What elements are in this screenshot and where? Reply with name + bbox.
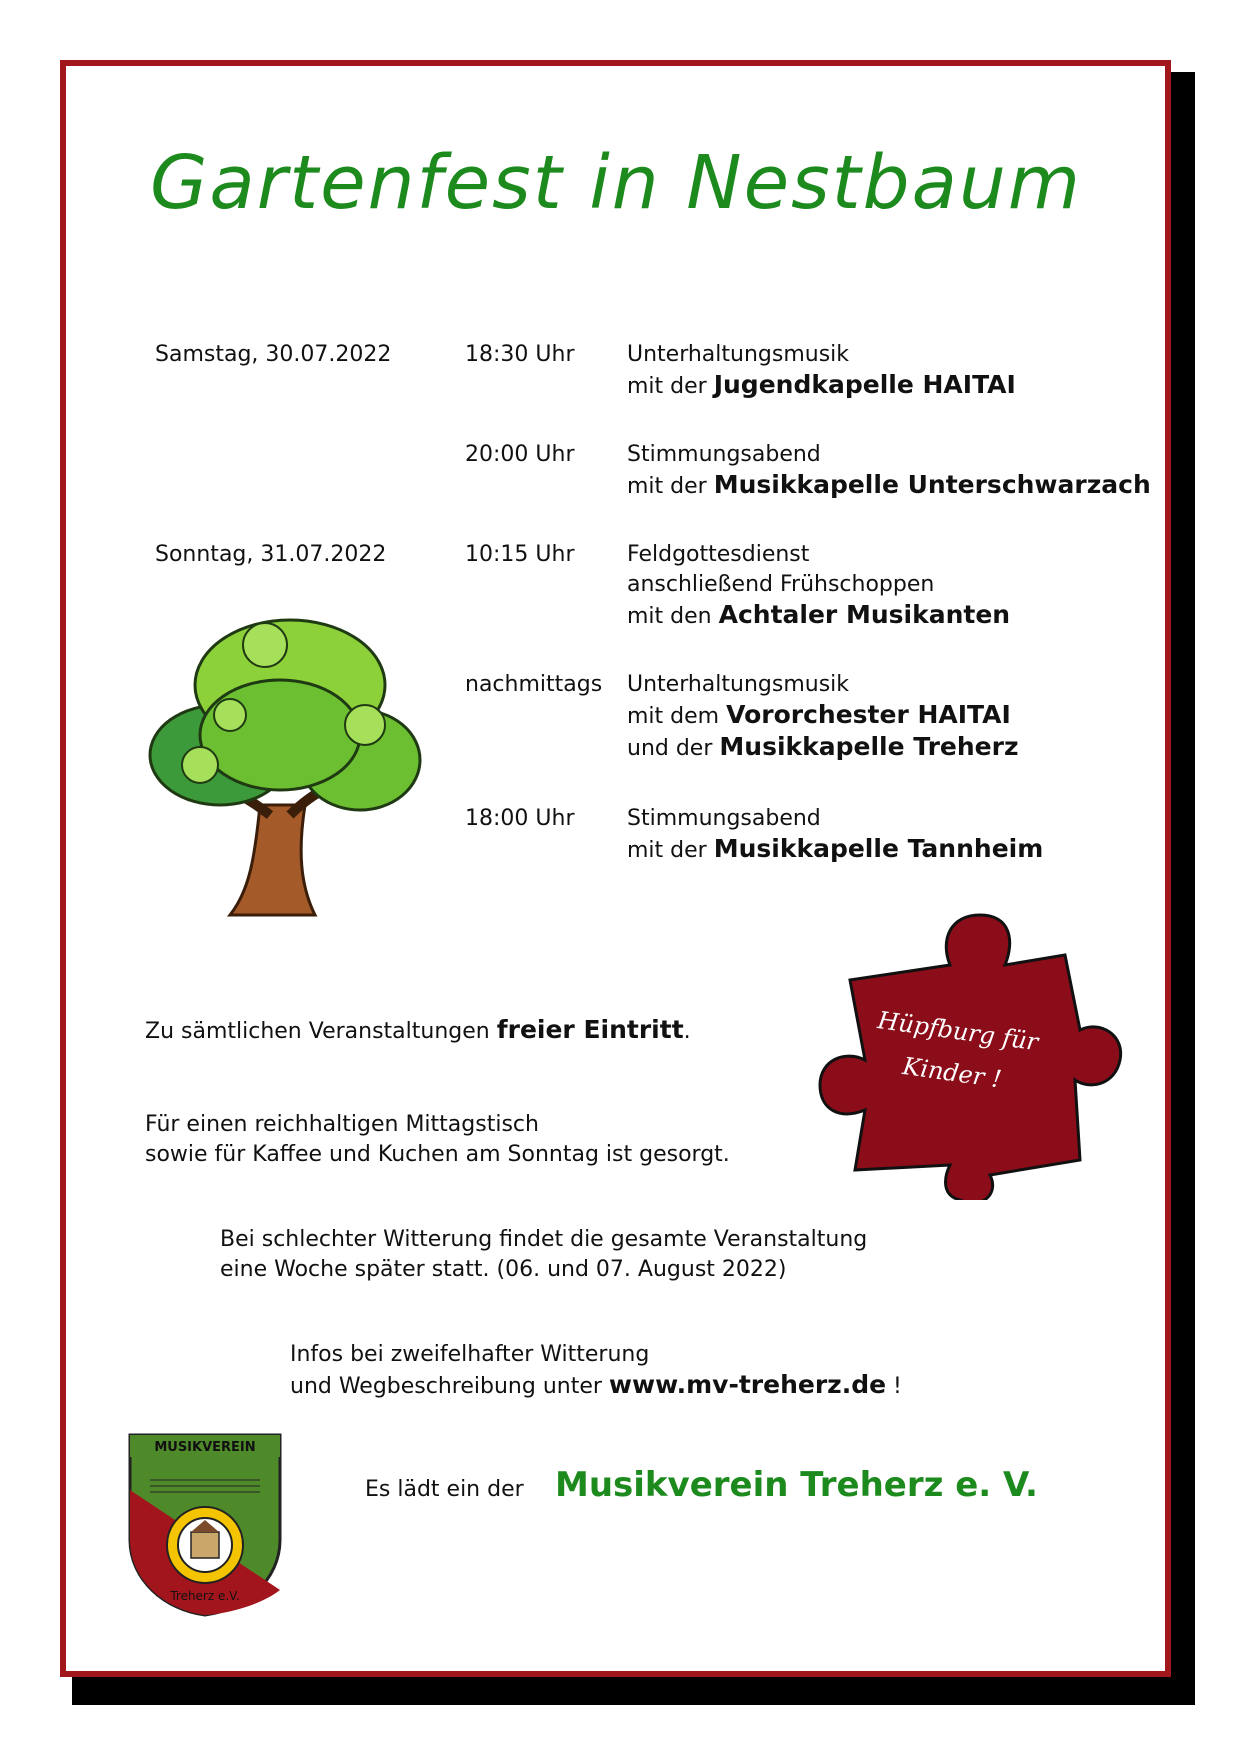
schedule-line: anschließend Frühschoppen bbox=[627, 572, 935, 597]
schedule-prefix: mit dem bbox=[627, 704, 727, 729]
puzzle-line: Hüpfburg für bbox=[875, 1006, 1040, 1057]
schedule-line bbox=[627, 600, 1010, 632]
poster-title: Gartenfest in Nestbaum bbox=[150, 140, 1082, 226]
food-line: sowie für Kaffee und Kuchen am Sonntag ist gesorgt. bbox=[145, 1142, 730, 1167]
schedule-prefix: mit den bbox=[627, 604, 719, 629]
schedule-description bbox=[627, 440, 1151, 502]
schedule-time: 10:15 Uhr bbox=[465, 542, 575, 567]
schedule-time: 18:00 Uhr bbox=[465, 806, 575, 831]
schedule-description bbox=[627, 804, 1043, 866]
schedule-description bbox=[627, 540, 1010, 632]
puzzle-line: Kinder ! bbox=[900, 1052, 1004, 1094]
info-text bbox=[290, 1340, 902, 1402]
info-line bbox=[290, 1370, 902, 1402]
band-name: Vororchester HAITAI bbox=[726, 700, 1011, 729]
schedule-line: Unterhaltungsmusik bbox=[627, 672, 850, 697]
schedule-prefix: mit der bbox=[627, 474, 714, 499]
invite-prefix: Es lädt ein der bbox=[365, 1477, 524, 1502]
schedule-prefix: mit der bbox=[627, 838, 714, 863]
schedule-line bbox=[627, 370, 1016, 402]
schedule-date: Sonntag, 31.07.2022 bbox=[155, 542, 387, 567]
info-prefix: und Wegbeschreibung unter bbox=[290, 1374, 609, 1399]
schedule-line bbox=[627, 732, 1019, 764]
schedule-line: Stimmungsabend bbox=[627, 806, 821, 831]
schedule-line bbox=[627, 470, 1151, 502]
schedule-line bbox=[627, 834, 1043, 866]
schedule-date: Samstag, 30.07.2022 bbox=[155, 342, 392, 367]
schedule-line: Feldgottesdienst bbox=[627, 542, 810, 567]
inviter-name: Musikverein Treherz e. V. bbox=[555, 1465, 1038, 1505]
band-name: Musikkapelle Tannheim bbox=[713, 834, 1044, 863]
food-text bbox=[145, 1110, 730, 1170]
logo-top-text: MUSIKVEREIN bbox=[154, 1440, 256, 1455]
schedule-prefix: und der bbox=[627, 736, 720, 761]
info-line: Infos bei zweifelhafter Witterung bbox=[290, 1342, 650, 1367]
band-name: Musikkapelle Treherz bbox=[719, 732, 1019, 761]
schedule-time: 20:00 Uhr bbox=[465, 442, 575, 467]
band-name: Achtaler Musikanten bbox=[718, 600, 1011, 629]
food-line: Für einen reichhaltigen Mittagstisch bbox=[145, 1112, 539, 1137]
website-link[interactable]: www.mv-treherz.de bbox=[608, 1370, 887, 1399]
tree-icon bbox=[140, 615, 430, 935]
puzzle-badge bbox=[780, 910, 1130, 1200]
logo-bottom-text: Treherz e.V. bbox=[170, 1589, 240, 1603]
free-entry-text bbox=[145, 1015, 691, 1047]
schedule-description bbox=[627, 670, 1019, 764]
schedule-line: Stimmungsabend bbox=[627, 442, 821, 467]
band-name: Musikkapelle Unterschwarzach bbox=[713, 470, 1151, 499]
band-name: Jugendkapelle HAITAI bbox=[713, 370, 1016, 399]
info-suffix: ! bbox=[886, 1374, 902, 1399]
free-entry-prefix: Zu sämtlichen Veranstaltungen bbox=[145, 1019, 497, 1044]
musikverein-logo bbox=[125, 1430, 285, 1620]
schedule-prefix: mit der bbox=[627, 374, 714, 399]
schedule-time: nachmittags bbox=[465, 672, 603, 697]
weather-text bbox=[220, 1225, 867, 1285]
free-entry-bold: freier Eintritt bbox=[496, 1015, 684, 1044]
weather-line: Bei schlechter Witterung findet die gesamte Veranstaltung bbox=[220, 1227, 868, 1252]
schedule-line: Unterhaltungsmusik bbox=[627, 342, 850, 367]
schedule-line bbox=[627, 700, 1019, 732]
schedule-time: 18:30 Uhr bbox=[465, 342, 575, 367]
free-entry-suffix: . bbox=[683, 1019, 691, 1044]
schedule-description bbox=[627, 340, 1016, 402]
weather-line: eine Woche später statt. (06. und 07. August 2022) bbox=[220, 1257, 787, 1282]
